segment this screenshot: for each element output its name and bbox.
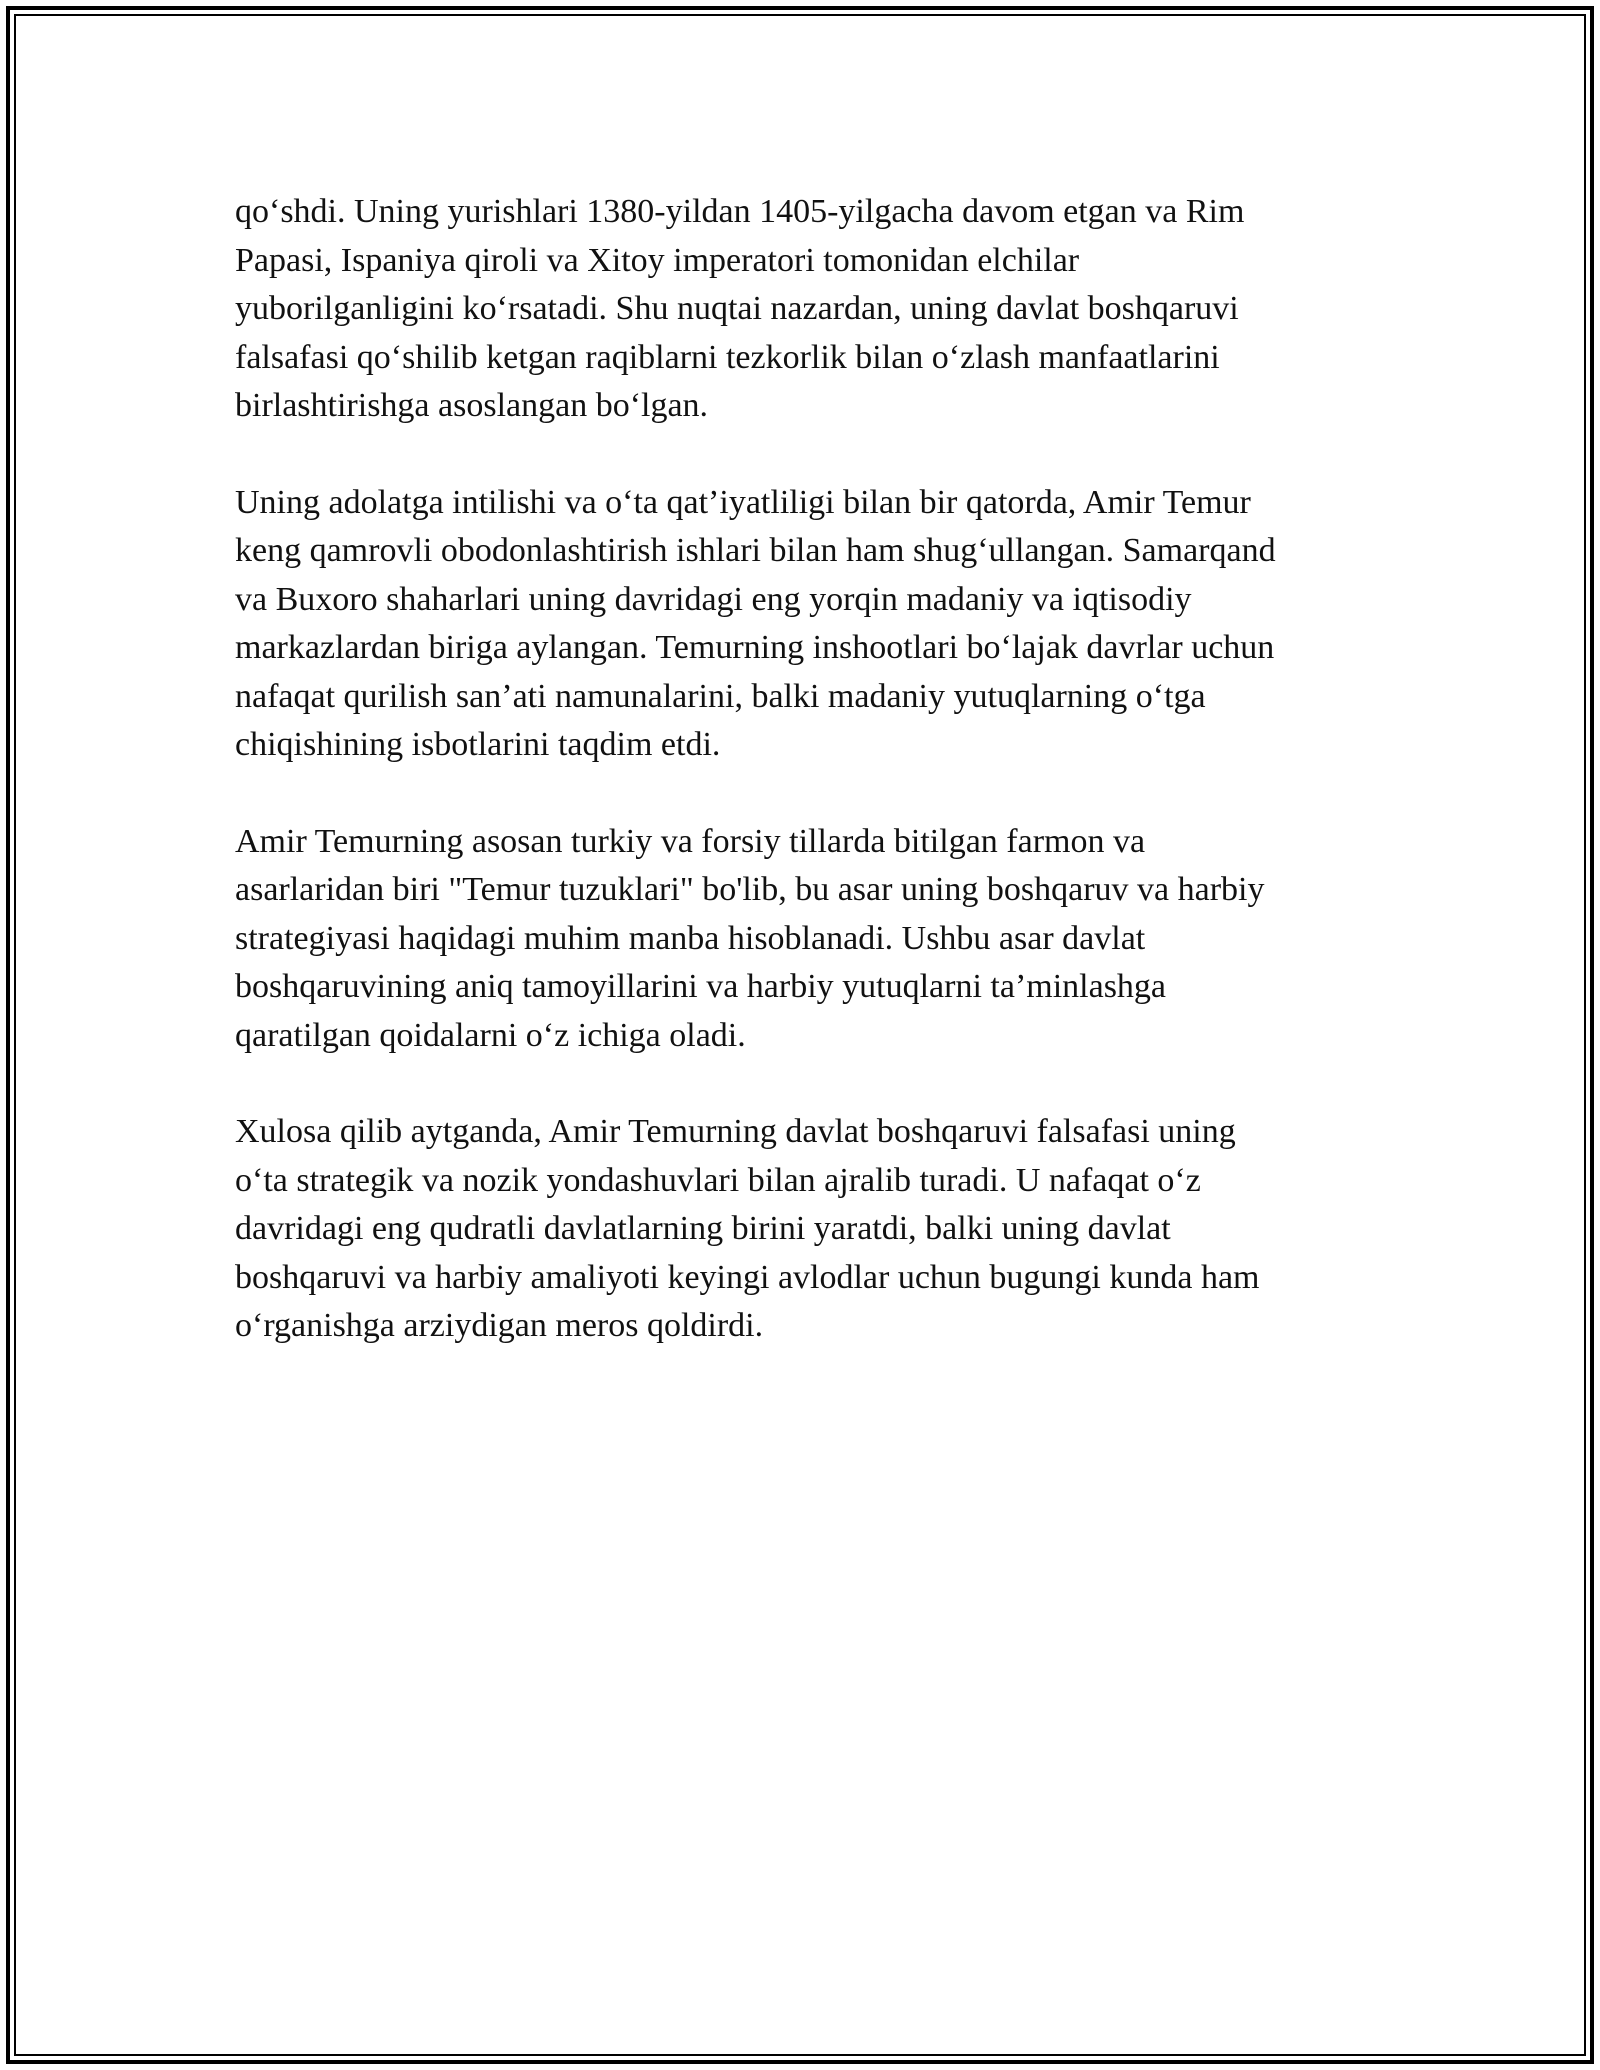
paragraph-1 <box>235 188 1375 431</box>
text-line: yuborilganligini ko‘rsatadi. Shu nuqtai nazardan, uning davlat boshqaruvi <box>235 290 1239 327</box>
paragraph-3 <box>235 818 1375 1061</box>
document-body <box>235 188 1375 1399</box>
text-line: o‘rganishga arziydigan meros qoldirdi. <box>235 1307 764 1344</box>
text-line: boshqaruvi va harbiy amaliyoti keyingi avlodlar uchun bugungi kunda ham <box>235 1258 1260 1296</box>
text-line: asarlaridan biri "Temur tuzuklari" bo'lib, bu asar uning boshqaruv va harbiy <box>235 871 1265 908</box>
text-line: strategiyasi haqidagi muhim manba hisoblanadi. Ushbu asar davlat <box>235 919 1146 957</box>
text-line: markazlardan biriga aylangan. Temurning inshootlari bo‘lajak davrlar uchun <box>235 629 1275 666</box>
text-line: va Buxoro shaharlari uning davridagi eng yorqin madaniy va iqtisodiy <box>235 580 1192 618</box>
text-line: davridagi eng qudratli davlatlarning birini yaratdi, balki uning davlat <box>235 1210 1171 1247</box>
text-line: qo‘shdi. Uning yurishlari 1380-yildan 1405-yilgacha davom etgan va Rim <box>235 193 1245 230</box>
text-line: keng qamrovli obodonlashtirish ishlari bilan ham shug‘ullangan. Samarqand <box>235 532 1276 569</box>
text-line: birlashtirishga asoslangan bo‘lgan. <box>235 387 709 424</box>
text-line: Uning adolatga intilishi va o‘ta qat’iyatliligi bilan bir qatorda, Amir Temur <box>235 483 1251 521</box>
paragraph-4 <box>235 1108 1375 1351</box>
text-line: Xulosa qilib aytganda, Amir Temurning davlat boshqaruvi falsafasi uning <box>235 1113 1236 1150</box>
text-line: Papasi, Ispaniya qiroli va Xitoy imperatori tomonidan elchilar <box>235 241 1080 279</box>
text-line: o‘ta strategik va nozik yondashuvlari bilan ajralib turadi. U nafaqat o‘z <box>235 1161 1201 1199</box>
text-line: falsafasi qo‘shilib ketgan raqiblarni tezkorlik bilan o‘zlash manfaatlarini <box>235 338 1220 376</box>
paragraph-2 <box>235 479 1375 770</box>
text-line: chiqishining isbotlarini taqdim etdi. <box>235 726 721 763</box>
text-line: boshqaruvining aniq tamoyillarini va harbiy yutuqlarni ta’minlashga <box>235 968 1167 1005</box>
text-line: qaratilgan qoidalarni o‘z ichiga oladi. <box>235 1016 746 1054</box>
text-line: nafaqat qurilish san’ati namunalarini, balki madaniy yutuqlarning o‘tga <box>235 677 1206 715</box>
text-line: Amir Temurning asosan turkiy va forsiy tillarda bitilgan farmon va <box>235 822 1146 860</box>
